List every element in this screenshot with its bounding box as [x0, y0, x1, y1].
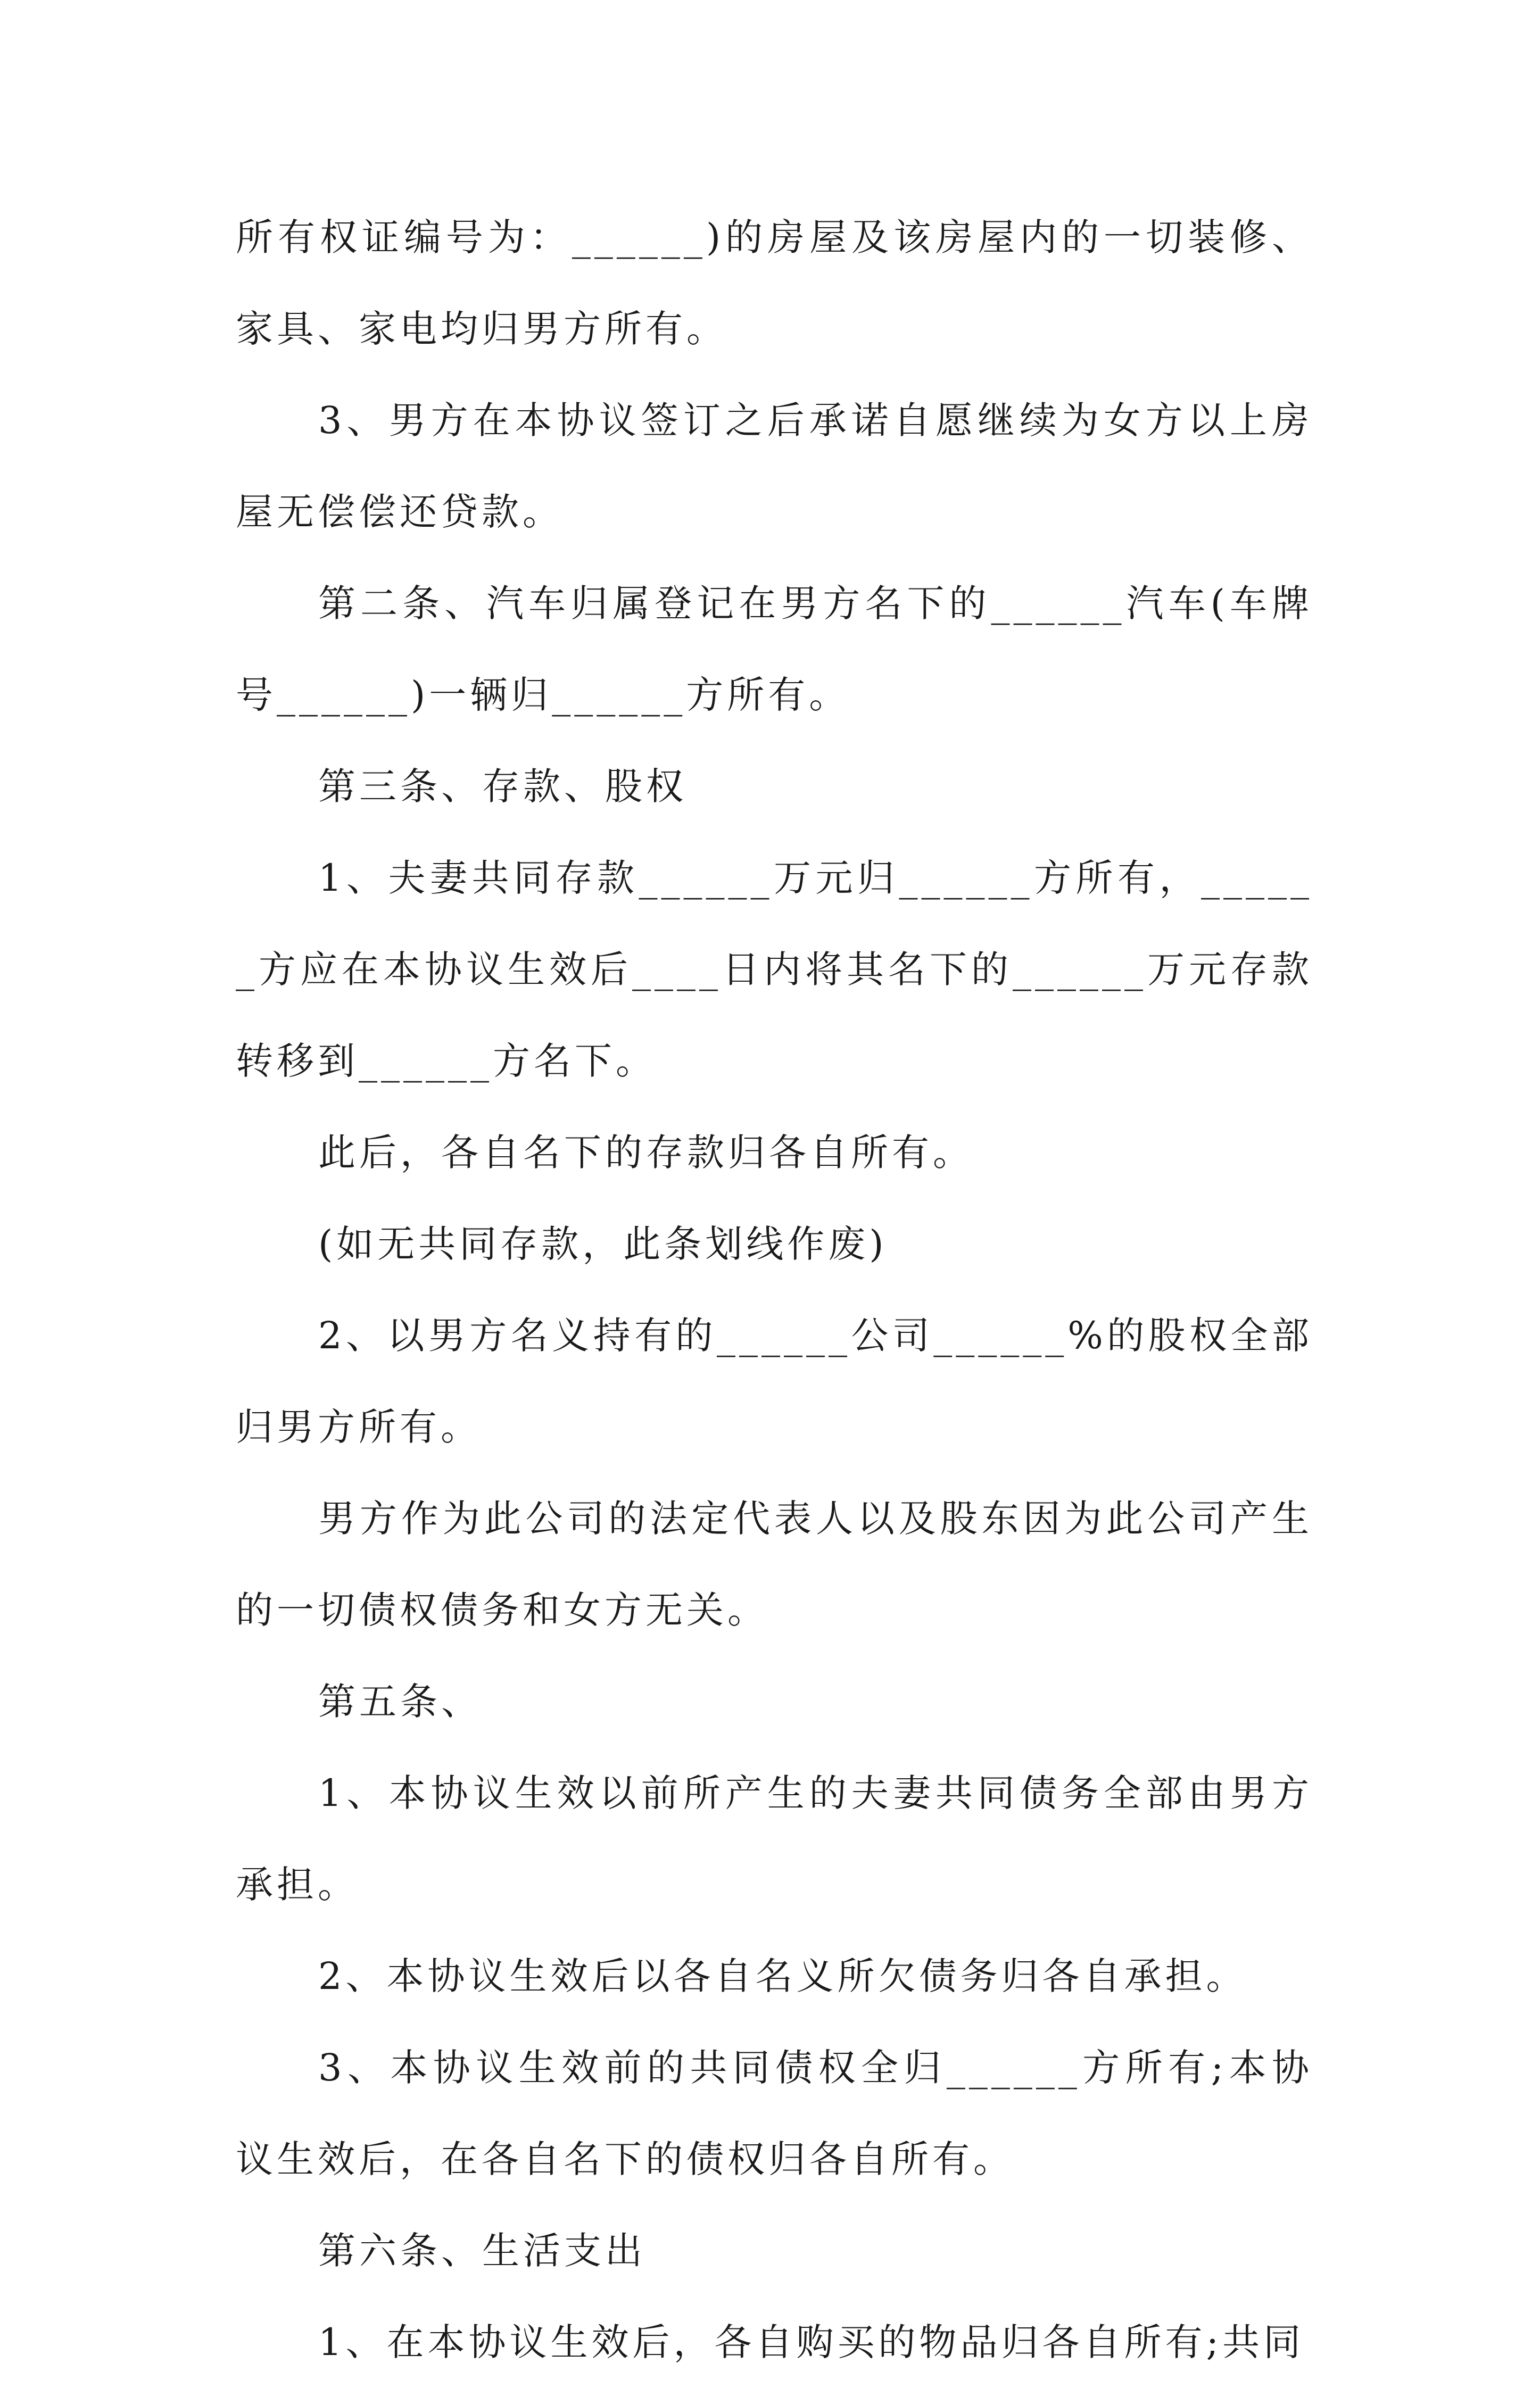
heading-article-3: 第三条、存款、股权 — [318, 765, 687, 808]
paragraph-equity: 2、以男方名义持有的______公司______%的股权全部归男方所有。 — [236, 1314, 1313, 1449]
paragraph-joint-deposit: 1、夫妻共同存款______万元归______方所有，______方应在本协议生效后____日内将其名下的______万元存款转移到______方名下。 — [236, 856, 1313, 1083]
paragraph-company-debts: 男方作为此公司的法定代表人以及股东因为此公司产生的一切债权债务和女方无关。 — [236, 1497, 1313, 1632]
paragraph-property-continuation: 所有权证编号为：______)的房屋及该房屋内的一切装修、家具、家电均归男方所有。 — [236, 215, 1313, 351]
paragraph-deposit-ownership: 此后，各自名下的存款归各自所有。 — [318, 1131, 974, 1174]
heading-article-6: 第六条、生活支出 — [318, 2229, 646, 2273]
heading-article-5: 第五条、 — [318, 1680, 482, 1723]
paragraph-deposit-void-note: (如无共同存款，此条划线作废) — [318, 1222, 888, 1266]
paragraph-joint-claims: 3、本协议生效前的共同债权全归______方所有;本协议生效后，在各自名下的债权归各自所有。 — [236, 2046, 1313, 2181]
paragraph-living-expenses: 1、在本协议生效后，各自购买的物品归各自所有;共同 — [318, 2320, 1305, 2364]
paragraph-joint-debt: 1、本协议生效以前所产生的夫妻共同债务全部由男方承担。 — [236, 1771, 1313, 1906]
paragraph-individual-debt: 2、本协议生效后以各自名义所欠债务归各自承担。 — [318, 1954, 1247, 1998]
document-body — [236, 192, 1313, 2388]
paragraph-loan-repayment: 3、男方在本协议签订之后承诺自愿继续为女方以上房屋无偿偿还贷款。 — [236, 399, 1313, 534]
paragraph-article-2-car: 第二条、汽车归属登记在男方名下的______汽车(车牌号______)一辆归______方所有。 — [236, 582, 1313, 717]
